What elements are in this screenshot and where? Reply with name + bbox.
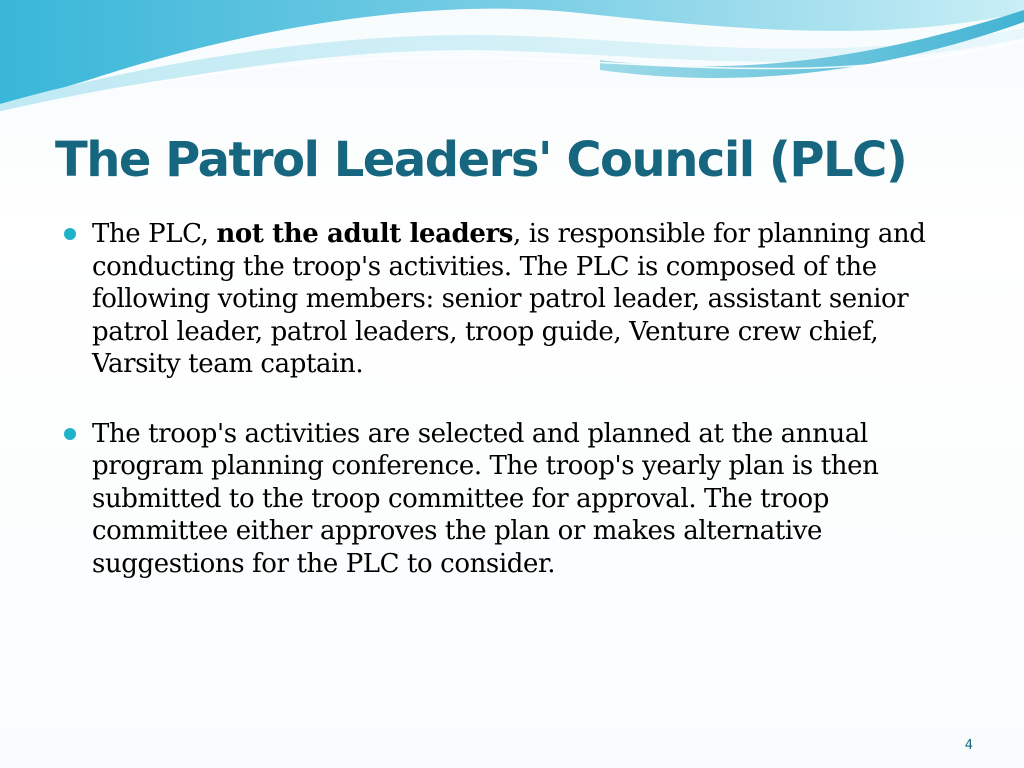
bullet-emphasis: not the adult leaders bbox=[216, 219, 514, 249]
header-wave-decoration bbox=[0, 0, 1024, 120]
bullet-item bbox=[62, 418, 972, 581]
bullet-text-start: The PLC, bbox=[92, 219, 217, 249]
bullet-item bbox=[62, 218, 972, 381]
bullet-text: The troop's activities are selected and planned at the annual program planning conference. The troop's yearly plan is then submitted to the troop committee for approval. The troop committee either approves the plan or makes alternative suggestions for the PLC to consider. bbox=[92, 418, 879, 579]
bullet-text-rest: , is responsible for planning and conducting the troop's activities. The PLC is composed of the following voting members: senior patrol leader, assistant senior patrol leader, patrol leaders, troop guide, Venture crew chief, Varsity team captain. bbox=[92, 219, 926, 379]
bullet-list bbox=[62, 218, 972, 617]
slide-title: The Patrol Leaders' Council (PLC) bbox=[55, 132, 907, 188]
bullet-dot-icon bbox=[64, 428, 76, 440]
bullet-dot-icon bbox=[64, 228, 76, 240]
page-number: 4 bbox=[964, 738, 973, 753]
